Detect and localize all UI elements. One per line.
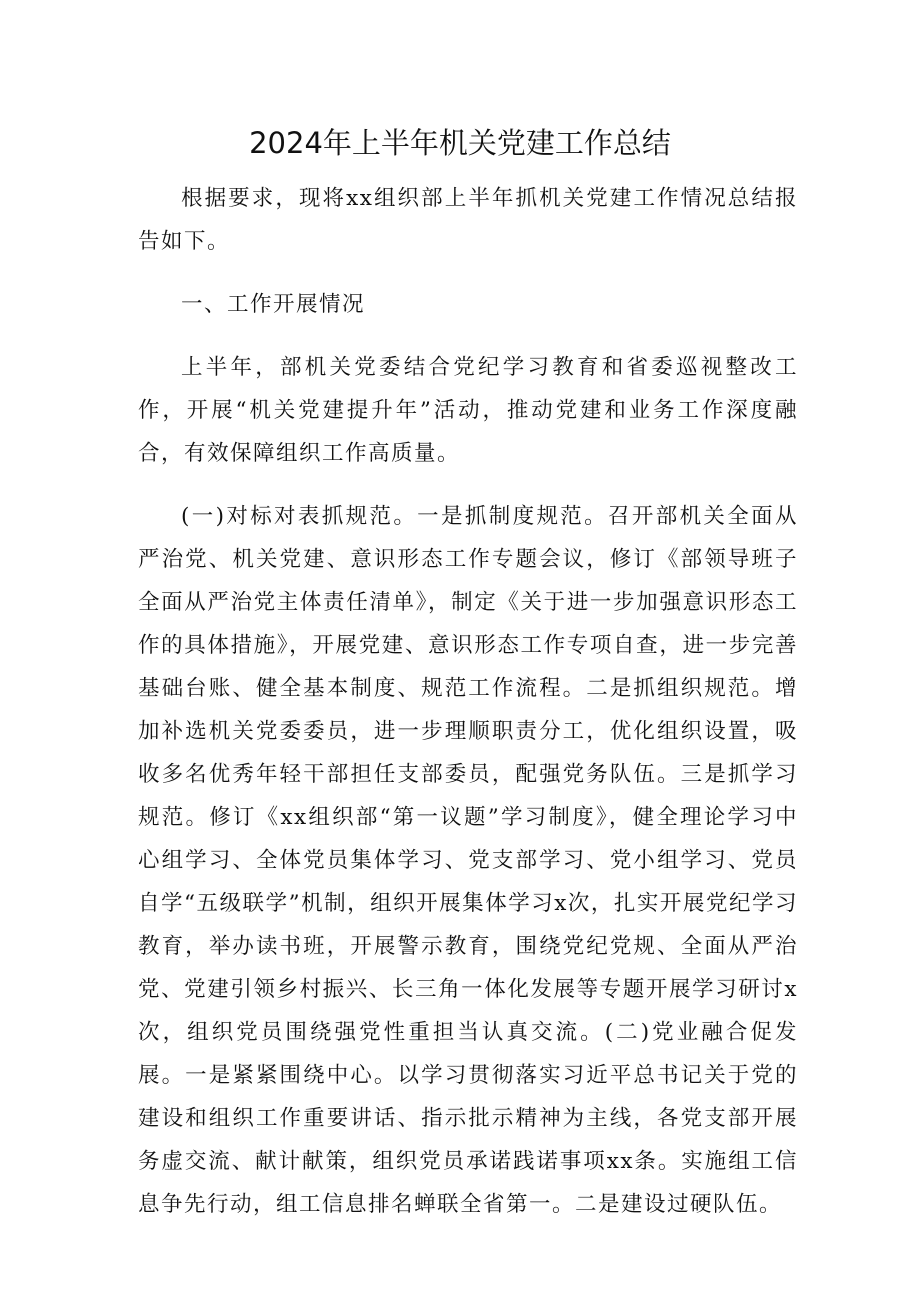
overview-paragraph: 上半年，部机关党委结合党纪学习教育和省委巡视整改工作，开展“机关党建提升年”活动，推动党建和业务工作深度融合，有效保障组织工作高质量。 <box>138 355 798 466</box>
details-paragraph: (一)对标对表抓规范。一是抓制度规范。召开部机关全面从严治党、机关党建、意识形态工作专题会议，修订《部领导班子全面从严治党主体责任清单》，制定《关于进一步加强意识形态工作的具体措施》，开展党建、意识形态工作专项自查，进一步完善基础台账、健全基本制度、规范工作流程。二是抓组织规范。增加补选机关党委委员，进一步理顺职责分工，优化组织设置，吸收多名优秀年轻干部担任支部委员，配强党务队伍。三是抓学习规范。修订《xx组织部“第一议题”学习制度》，健全理论学习中心组学习、全体党员集体学习、党支部学习、党小组学习、党员自学“五级联学”机制，组织开展集体学习x次，扎实开展党纪学习教育，举办读书班，开展警示教育，围绕党纪党规、全面从严治党、党建引领乡村振兴、长三角一体化发展等专题开展学习研讨x次，组织党员围绕强党性重担当认真交流。(二)党业融合促发展。一是紧紧围绕中心。以学习贯彻落实习近平总书记关于党的建设和组织工作重要讲话、指示批示精神为主线，各党支部开展务虚交流、献计献策，组织党员承诺践诺事项xx条。实施组工信息争先行动，组工信息排名蝉联全省第一。二是建设过硬队伍。 <box>138 504 798 1217</box>
section-heading: 一、工作开展情况 <box>181 292 366 317</box>
document-body <box>138 177 798 1226</box>
intro-paragraph: 根据要求，现将xx组织部上半年抓机关党建工作情况总结报告如下。 <box>138 186 798 254</box>
document-title: 2024年上半年机关党建工作总结 <box>249 126 671 160</box>
